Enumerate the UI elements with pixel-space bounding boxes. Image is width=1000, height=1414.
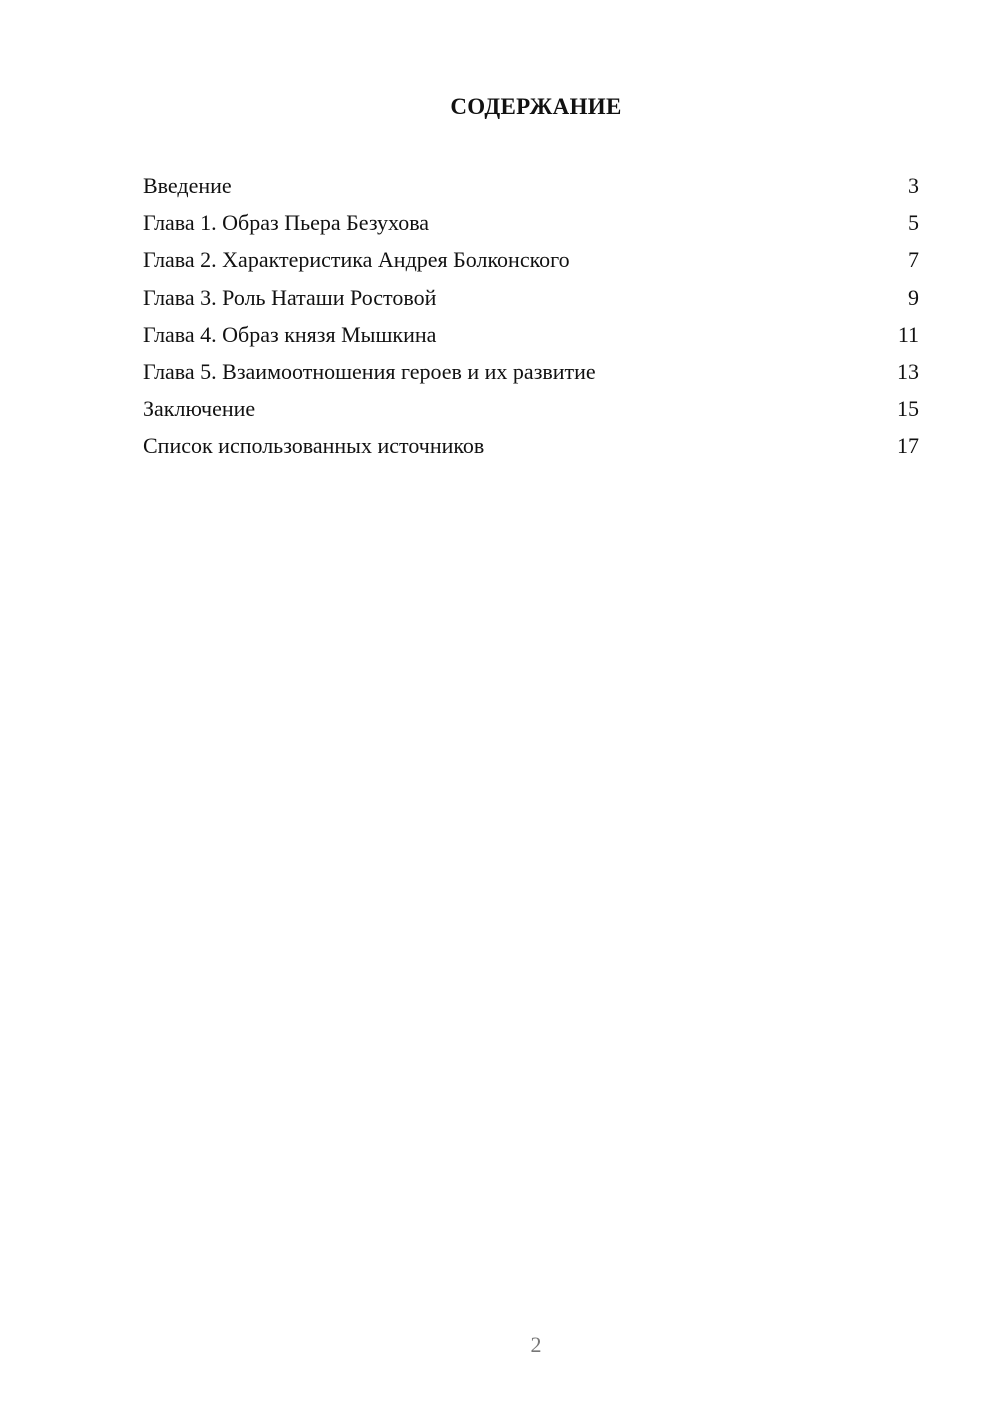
toc-entry-page: 3 [908, 173, 919, 198]
toc-entry-label: Глава 2. Характеристика Андрея Болконского [143, 247, 570, 273]
toc-entry[interactable] [143, 279, 919, 316]
toc-entry-page: 17 [897, 433, 919, 459]
toc-entry-label: Введение [143, 173, 232, 198]
toc-entry-page: 11 [897, 321, 919, 347]
toc-entry-page: 5 [908, 210, 919, 236]
toc-entry[interactable] [143, 167, 919, 204]
toc-entry[interactable] [143, 316, 919, 353]
toc-entry[interactable] [143, 427, 919, 464]
table-of-contents [143, 167, 919, 465]
toc-title: СОДЕРЖАНИЕ [450, 94, 622, 119]
toc-entry[interactable] [143, 204, 919, 241]
toc-entry-page: 15 [897, 396, 919, 422]
toc-entry[interactable] [143, 353, 919, 390]
toc-entry-label: Глава 3. Роль Наташи Ростовой [143, 284, 437, 310]
toc-entry-page: 13 [897, 358, 919, 384]
toc-entry-label: Заключение [143, 396, 256, 422]
toc-entry-label: Глава 4. Образ князя Мышкина [143, 321, 437, 347]
toc-entry-page: 9 [908, 284, 919, 310]
toc-entry-label: Глава 5. Взаимоотношения героев и их развитие [143, 358, 596, 384]
page-number: 2 [530, 1332, 542, 1357]
toc-entry[interactable] [143, 241, 919, 278]
toc-entry-page: 7 [908, 247, 919, 273]
toc-entry-label: Глава 1. Образ Пьера Безухова [143, 210, 430, 236]
toc-entry[interactable] [143, 390, 919, 427]
toc-entry-label: Список использованных источников [143, 433, 485, 459]
